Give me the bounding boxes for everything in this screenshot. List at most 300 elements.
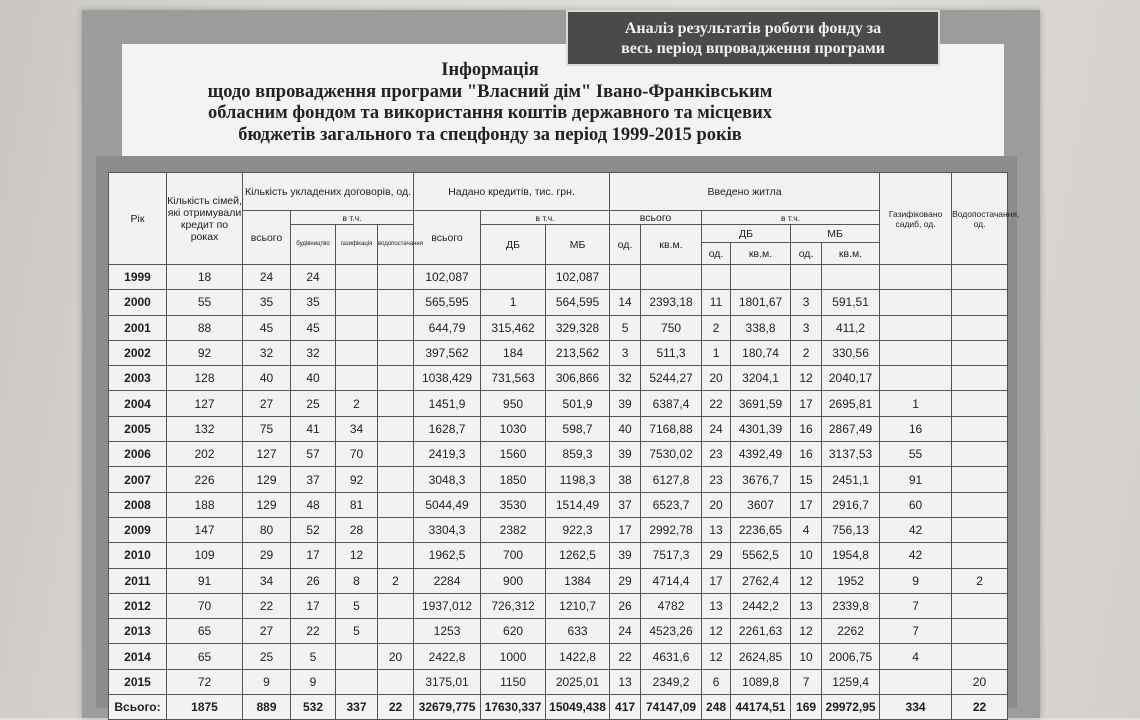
cell-credits-total: 3304,3 xyxy=(414,517,481,542)
cell-housing-sqm: 5244,27 xyxy=(641,366,702,391)
cell-contracts-total: 22 xyxy=(243,593,291,618)
cell-mb-sqm: 1259,4 xyxy=(822,669,880,694)
cell-credits-total: 1937,012 xyxy=(414,593,481,618)
cell-mb-sqm: 2339,8 xyxy=(822,593,880,618)
cell-mb-sqm: 1954,8 xyxy=(822,543,880,568)
cell-mb-sqm: 3137,53 xyxy=(822,442,880,467)
cell-db-sqm: 4301,39 xyxy=(731,416,791,441)
cell-year: 2002 xyxy=(109,340,167,365)
cell-construction: 26 xyxy=(291,568,336,593)
cell-housing-sqm: 4782 xyxy=(641,593,702,618)
cell-housing-sqm: 7530,02 xyxy=(641,442,702,467)
cell-mb-sqm: 756,13 xyxy=(822,517,880,542)
table-row xyxy=(109,669,1008,694)
cell-water xyxy=(378,593,414,618)
cell-credits-mb: 859,3 xyxy=(546,442,610,467)
header-housing-sqm: кв.м. xyxy=(641,225,702,265)
cell-mb-sqm: 2451,1 xyxy=(822,467,880,492)
cell-families: 127 xyxy=(167,391,243,416)
header-housing-db: ДБ xyxy=(702,225,791,243)
cell-housing-units: 26 xyxy=(610,593,641,618)
header-housing-mb: МБ xyxy=(791,225,880,243)
cell-credits-total: 102,087 xyxy=(414,265,481,290)
cell-mb-units: 10 xyxy=(791,644,822,669)
cell-contracts-total: 75 xyxy=(243,416,291,441)
cell-credits-db: 184 xyxy=(481,340,546,365)
cell-gasified xyxy=(880,669,952,694)
cell-families: 132 xyxy=(167,416,243,441)
cell-credits-db: 1 xyxy=(481,290,546,315)
cell-construction: 25 xyxy=(291,391,336,416)
title-line-3: обласним фондом та використання коштів державного та місцевих xyxy=(207,103,773,123)
cell-mb-sqm: 411,2 xyxy=(822,315,880,340)
cell-db-sqm: 3691,59 xyxy=(731,391,791,416)
cell-db-sqm: 3676,7 xyxy=(731,467,791,492)
cell-credits-mb: 564,595 xyxy=(546,290,610,315)
cell-db-units: 1 xyxy=(702,340,731,365)
cell-year: 2000 xyxy=(109,290,167,315)
cell-credits-mb: 1384 xyxy=(546,568,610,593)
cell-credits-mb: 501,9 xyxy=(546,391,610,416)
table-row xyxy=(109,442,1008,467)
cell-gasification xyxy=(336,315,378,340)
cell-water-supply: 22 xyxy=(952,695,1008,720)
cell-construction: 52 xyxy=(291,517,336,542)
cell-mb-units: 17 xyxy=(791,492,822,517)
cell-credits-total: 1038,429 xyxy=(414,366,481,391)
cell-families: 18 xyxy=(167,265,243,290)
cell-credits-mb: 15049,438 xyxy=(546,695,610,720)
cell-mb-units xyxy=(791,265,822,290)
cell-credits-total: 3048,3 xyxy=(414,467,481,492)
cell-gasified: 7 xyxy=(880,619,952,644)
cell-families: 226 xyxy=(167,467,243,492)
cell-credits-db: 620 xyxy=(481,619,546,644)
cell-credits-total: 2284 xyxy=(414,568,481,593)
cell-water-supply xyxy=(952,467,1008,492)
cell-credits-mb: 1210,7 xyxy=(546,593,610,618)
cell-families: 1875 xyxy=(167,695,243,720)
cell-credits-db: 900 xyxy=(481,568,546,593)
cell-credits-mb: 102,087 xyxy=(546,265,610,290)
header-mb-sqm: кв.м. xyxy=(822,243,880,265)
cell-db-units: 22 xyxy=(702,391,731,416)
cell-contracts-total: 24 xyxy=(243,265,291,290)
cell-housing-units: 22 xyxy=(610,644,641,669)
cell-mb-units: 3 xyxy=(791,290,822,315)
cell-credits-db: 17630,337 xyxy=(481,695,546,720)
cell-contracts-total: 35 xyxy=(243,290,291,315)
cell-housing-sqm: 4631,6 xyxy=(641,644,702,669)
cell-gasified: 55 xyxy=(880,442,952,467)
cell-mb-sqm xyxy=(822,265,880,290)
cell-gasification xyxy=(336,669,378,694)
cell-credits-mb: 922,3 xyxy=(546,517,610,542)
cell-water xyxy=(378,669,414,694)
cell-db-sqm: 2261,63 xyxy=(731,619,791,644)
cell-housing-units: 24 xyxy=(610,619,641,644)
cell-credits-db: 726,312 xyxy=(481,593,546,618)
cell-housing-sqm: 4523,26 xyxy=(641,619,702,644)
cell-housing-sqm: 6127,8 xyxy=(641,467,702,492)
cell-db-units: 12 xyxy=(702,619,731,644)
cell-mb-units: 12 xyxy=(791,568,822,593)
table-row xyxy=(109,492,1008,517)
table-row xyxy=(109,568,1008,593)
header-water-supply: Водопостачання, од. xyxy=(952,173,1008,265)
total-row xyxy=(109,695,1008,720)
cell-credits-mb: 598,7 xyxy=(546,416,610,441)
cell-contracts-total: 32 xyxy=(243,340,291,365)
cell-housing-units: 39 xyxy=(610,391,641,416)
section-banner xyxy=(566,10,940,66)
table-row xyxy=(109,340,1008,365)
cell-water xyxy=(378,467,414,492)
cell-water xyxy=(378,391,414,416)
cell-housing-units xyxy=(610,265,641,290)
cell-mb-units: 4 xyxy=(791,517,822,542)
cell-db-sqm: 2624,85 xyxy=(731,644,791,669)
table-row xyxy=(109,416,1008,441)
cell-housing-sqm: 74147,09 xyxy=(641,695,702,720)
cell-construction: 5 xyxy=(291,644,336,669)
header-gasification: газифікація xyxy=(336,225,378,265)
cell-mb-sqm: 330,56 xyxy=(822,340,880,365)
cell-mb-units: 16 xyxy=(791,416,822,441)
cell-mb-units: 12 xyxy=(791,619,822,644)
cell-gasification: 70 xyxy=(336,442,378,467)
cell-year: 2014 xyxy=(109,644,167,669)
cell-credits-db: 700 xyxy=(481,543,546,568)
cell-db-sqm: 1089,8 xyxy=(731,669,791,694)
cell-credits-mb: 1198,3 xyxy=(546,467,610,492)
cell-water xyxy=(378,366,414,391)
cell-mb-units: 12 xyxy=(791,366,822,391)
cell-credits-total: 1628,7 xyxy=(414,416,481,441)
cell-housing-units: 39 xyxy=(610,543,641,568)
cell-year: 2006 xyxy=(109,442,167,467)
cell-db-units: 20 xyxy=(702,492,731,517)
cell-construction: 57 xyxy=(291,442,336,467)
cell-water-supply xyxy=(952,340,1008,365)
cell-db-sqm xyxy=(731,265,791,290)
cell-gasification: 8 xyxy=(336,568,378,593)
cell-mb-units: 7 xyxy=(791,669,822,694)
cell-contracts-total: 34 xyxy=(243,568,291,593)
table-row xyxy=(109,391,1008,416)
cell-mb-sqm: 2916,7 xyxy=(822,492,880,517)
cell-mb-units: 10 xyxy=(791,543,822,568)
cell-gasification: 337 xyxy=(336,695,378,720)
cell-credits-db: 1850 xyxy=(481,467,546,492)
cell-credits-mb: 306,866 xyxy=(546,366,610,391)
cell-mb-sqm: 2695,81 xyxy=(822,391,880,416)
header-construction: будівництво xyxy=(291,225,336,265)
cell-credits-db: 731,563 xyxy=(481,366,546,391)
cell-credits-total: 644,79 xyxy=(414,315,481,340)
cell-db-sqm: 2442,2 xyxy=(731,593,791,618)
cell-housing-units: 40 xyxy=(610,416,641,441)
cell-families: 65 xyxy=(167,619,243,644)
cell-mb-units: 13 xyxy=(791,593,822,618)
cell-families: 55 xyxy=(167,290,243,315)
cell-housing-sqm: 750 xyxy=(641,315,702,340)
cell-water-supply xyxy=(952,593,1008,618)
cell-db-units: 23 xyxy=(702,442,731,467)
header-contracts-total: всього xyxy=(243,211,291,265)
cell-db-units: 248 xyxy=(702,695,731,720)
cell-credits-mb: 2025,01 xyxy=(546,669,610,694)
cell-water xyxy=(378,517,414,542)
cell-db-sqm: 180,74 xyxy=(731,340,791,365)
cell-gasification: 5 xyxy=(336,593,378,618)
cell-credits-mb: 1262,5 xyxy=(546,543,610,568)
cell-water-supply xyxy=(952,492,1008,517)
cell-families: 72 xyxy=(167,669,243,694)
cell-construction: 48 xyxy=(291,492,336,517)
cell-mb-sqm: 2040,17 xyxy=(822,366,880,391)
header-year: Рік xyxy=(109,173,167,265)
cell-credits-total: 1962,5 xyxy=(414,543,481,568)
cell-families: 91 xyxy=(167,568,243,593)
cell-water-supply xyxy=(952,644,1008,669)
cell-water-supply: 2 xyxy=(952,568,1008,593)
cell-credits-db: 2382 xyxy=(481,517,546,542)
cell-housing-units: 37 xyxy=(610,492,641,517)
header-contracts: Кількість укладених договорів, од. xyxy=(243,173,414,211)
cell-water xyxy=(378,340,414,365)
cell-credits-db: 1560 xyxy=(481,442,546,467)
cell-housing-sqm: 7168,88 xyxy=(641,416,702,441)
statistics-table xyxy=(108,172,1020,720)
cell-water xyxy=(378,543,414,568)
cell-families: 88 xyxy=(167,315,243,340)
cell-db-sqm: 3607 xyxy=(731,492,791,517)
cell-families: 92 xyxy=(167,340,243,365)
cell-gasification: 5 xyxy=(336,619,378,644)
cell-gasification xyxy=(336,644,378,669)
cell-gasification xyxy=(336,366,378,391)
header-credits-db: ДБ xyxy=(481,225,546,265)
cell-families: 128 xyxy=(167,366,243,391)
cell-mb-sqm: 591,51 xyxy=(822,290,880,315)
title-line-4: бюджетів загального та спецфонду за період 1999-2015 років xyxy=(238,124,742,145)
cell-db-units: 23 xyxy=(702,467,731,492)
cell-mb-sqm: 1952 xyxy=(822,568,880,593)
cell-housing-sqm: 6523,7 xyxy=(641,492,702,517)
cell-credits-db: 1150 xyxy=(481,669,546,694)
cell-housing-units: 3 xyxy=(610,340,641,365)
cell-water-supply xyxy=(952,543,1008,568)
cell-gasification: 34 xyxy=(336,416,378,441)
cell-housing-sqm: 2393,18 xyxy=(641,290,702,315)
header-housing-incl: в т.ч. xyxy=(702,211,880,225)
cell-db-units: 13 xyxy=(702,593,731,618)
cell-mb-sqm: 2262 xyxy=(822,619,880,644)
cell-housing-sqm: 6387,4 xyxy=(641,391,702,416)
cell-water xyxy=(378,265,414,290)
table-row xyxy=(109,315,1008,340)
cell-year: 2013 xyxy=(109,619,167,644)
header-credits-incl: в т.ч. xyxy=(481,211,610,225)
cell-credits-total: 1253 xyxy=(414,619,481,644)
header-db-sqm: кв.м. xyxy=(731,243,791,265)
cell-construction: 37 xyxy=(291,467,336,492)
cell-construction: 22 xyxy=(291,619,336,644)
header-contracts-incl: в т.ч. xyxy=(291,211,414,225)
cell-housing-sqm: 7517,3 xyxy=(641,543,702,568)
cell-year: 2009 xyxy=(109,517,167,542)
cell-housing-sqm: 4714,4 xyxy=(641,568,702,593)
cell-gasification: 92 xyxy=(336,467,378,492)
cell-water: 20 xyxy=(378,644,414,669)
cell-water xyxy=(378,290,414,315)
header-mb-units: од. xyxy=(791,243,822,265)
cell-construction: 17 xyxy=(291,593,336,618)
cell-contracts-total: 9 xyxy=(243,669,291,694)
cell-credits-mb: 329,328 xyxy=(546,315,610,340)
cell-housing-units: 17 xyxy=(610,517,641,542)
cell-mb-units: 17 xyxy=(791,391,822,416)
cell-mb-units: 15 xyxy=(791,467,822,492)
cell-housing-sqm: 2992,78 xyxy=(641,517,702,542)
cell-gasified: 9 xyxy=(880,568,952,593)
table-row xyxy=(109,644,1008,669)
cell-credits-total: 565,595 xyxy=(414,290,481,315)
header-db-units: од. xyxy=(702,243,731,265)
cell-water-supply xyxy=(952,517,1008,542)
table-row xyxy=(109,467,1008,492)
cell-gasified xyxy=(880,366,952,391)
cell-gasification xyxy=(336,290,378,315)
cell-year: 2004 xyxy=(109,391,167,416)
cell-water-supply xyxy=(952,366,1008,391)
cell-gasified: 42 xyxy=(880,543,952,568)
cell-construction: 35 xyxy=(291,290,336,315)
cell-contracts-total: 127 xyxy=(243,442,291,467)
cell-families: 147 xyxy=(167,517,243,542)
cell-gasification: 12 xyxy=(336,543,378,568)
cell-year: 2012 xyxy=(109,593,167,618)
cell-credits-total: 397,562 xyxy=(414,340,481,365)
cell-housing-sqm xyxy=(641,265,702,290)
cell-water-supply xyxy=(952,315,1008,340)
cell-credits-db: 315,462 xyxy=(481,315,546,340)
cell-housing-units: 39 xyxy=(610,442,641,467)
cell-gasification: 2 xyxy=(336,391,378,416)
cell-construction: 45 xyxy=(291,315,336,340)
cell-credits-total: 2419,3 xyxy=(414,442,481,467)
cell-credits-db xyxy=(481,265,546,290)
cell-construction: 24 xyxy=(291,265,336,290)
cell-mb-units: 16 xyxy=(791,442,822,467)
cell-db-units: 24 xyxy=(702,416,731,441)
table-row xyxy=(109,290,1008,315)
cell-families: 70 xyxy=(167,593,243,618)
cell-families: 188 xyxy=(167,492,243,517)
cell-contracts-total: 129 xyxy=(243,467,291,492)
cell-year: 2011 xyxy=(109,568,167,593)
cell-mb-sqm: 29972,95 xyxy=(822,695,880,720)
cell-housing-units: 38 xyxy=(610,467,641,492)
cell-contracts-total: 45 xyxy=(243,315,291,340)
header-families: Кількість сімей, які отримували кредит по роках xyxy=(167,173,243,265)
table-row xyxy=(109,265,1008,290)
banner-line-2: весь період впровадження програми xyxy=(621,40,885,57)
cell-year: 2005 xyxy=(109,416,167,441)
cell-water-supply xyxy=(952,290,1008,315)
document-title xyxy=(130,60,850,146)
cell-credits-mb: 1514,49 xyxy=(546,492,610,517)
cell-housing-units: 32 xyxy=(610,366,641,391)
cell-db-units: 2 xyxy=(702,315,731,340)
cell-credits-mb: 633 xyxy=(546,619,610,644)
cell-db-units: 13 xyxy=(702,517,731,542)
cell-water xyxy=(378,416,414,441)
cell-db-units: 12 xyxy=(702,644,731,669)
cell-db-sqm: 1801,67 xyxy=(731,290,791,315)
cell-year: 1999 xyxy=(109,265,167,290)
cell-credits-total: 2422,8 xyxy=(414,644,481,669)
cell-gasification: 81 xyxy=(336,492,378,517)
cell-gasified: 7 xyxy=(880,593,952,618)
cell-db-units: 6 xyxy=(702,669,731,694)
header-housing-total: всього xyxy=(610,211,702,225)
cell-credits-mb: 213,562 xyxy=(546,340,610,365)
table-row xyxy=(109,619,1008,644)
cell-mb-sqm: 2006,75 xyxy=(822,644,880,669)
cell-water: 22 xyxy=(378,695,414,720)
cell-housing-units: 417 xyxy=(610,695,641,720)
cell-db-sqm: 2236,65 xyxy=(731,517,791,542)
table-row xyxy=(109,593,1008,618)
cell-gasified: 1 xyxy=(880,391,952,416)
cell-db-sqm: 3204,1 xyxy=(731,366,791,391)
cell-year: 2007 xyxy=(109,467,167,492)
cell-housing-units: 13 xyxy=(610,669,641,694)
cell-water xyxy=(378,315,414,340)
cell-contracts-total: 40 xyxy=(243,366,291,391)
cell-credits-total: 1451,9 xyxy=(414,391,481,416)
cell-db-units xyxy=(702,265,731,290)
cell-water-supply xyxy=(952,391,1008,416)
header-water: водопостачання xyxy=(378,225,414,265)
cell-gasified: 4 xyxy=(880,644,952,669)
cell-families: 65 xyxy=(167,644,243,669)
cell-water xyxy=(378,492,414,517)
header-gasified: Газифіковано садиб, од. xyxy=(880,173,952,265)
cell-gasified xyxy=(880,340,952,365)
cell-year: 2003 xyxy=(109,366,167,391)
cell-gasified xyxy=(880,315,952,340)
cell-gasification xyxy=(336,265,378,290)
cell-gasified: 91 xyxy=(880,467,952,492)
cell-construction: 41 xyxy=(291,416,336,441)
cell-mb-sqm: 2867,49 xyxy=(822,416,880,441)
title-line-1: Інформація xyxy=(441,60,539,80)
cell-mb-units: 2 xyxy=(791,340,822,365)
cell-contracts-total: 25 xyxy=(243,644,291,669)
cell-credits-mb: 1422,8 xyxy=(546,644,610,669)
cell-db-units: 29 xyxy=(702,543,731,568)
table-row xyxy=(109,543,1008,568)
header-housing: Введено житла xyxy=(610,173,880,211)
cell-housing-sqm: 2349,2 xyxy=(641,669,702,694)
cell-families: 109 xyxy=(167,543,243,568)
cell-year: 2008 xyxy=(109,492,167,517)
cell-water: 2 xyxy=(378,568,414,593)
cell-construction: 17 xyxy=(291,543,336,568)
